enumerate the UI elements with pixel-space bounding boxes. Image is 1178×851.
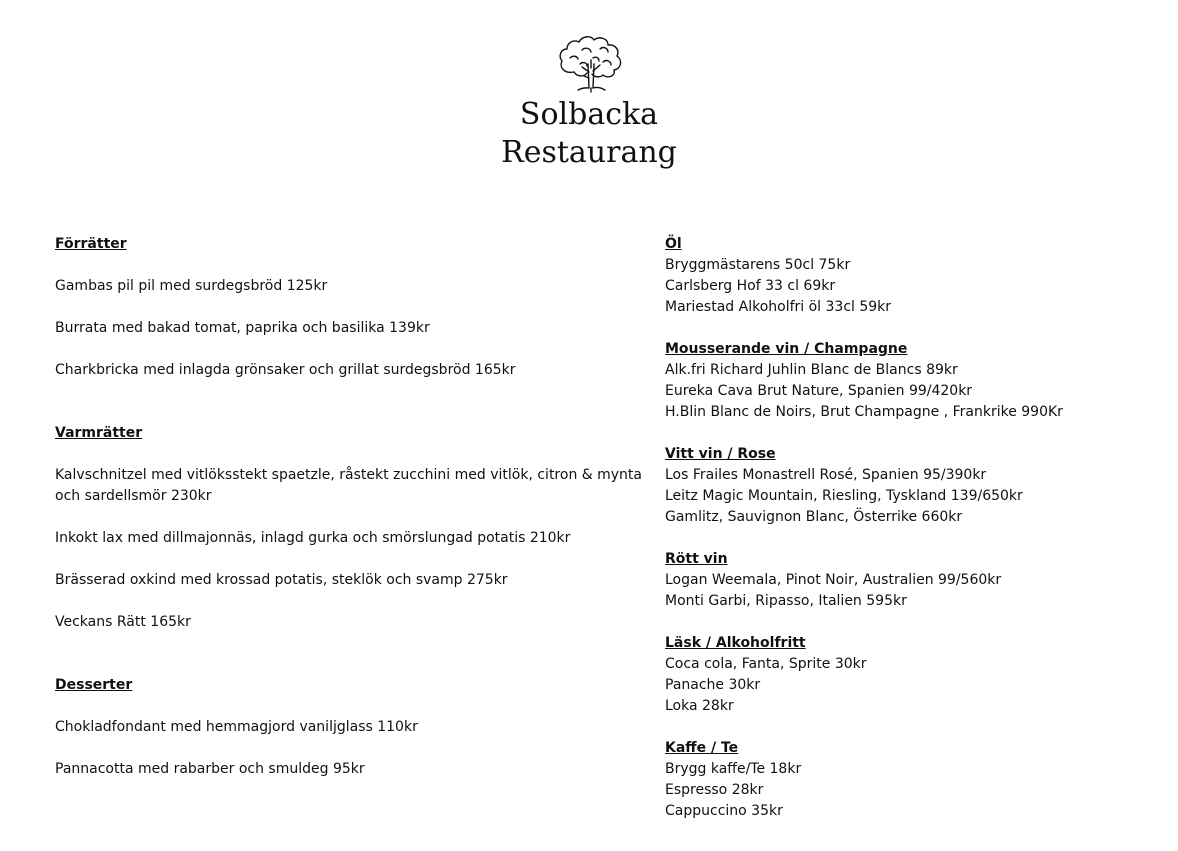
menu-item: Gamlitz, Sauvignon Blanc, Österrike 660kr [665, 509, 963, 525]
food-menu [55, 234, 650, 780]
menu-item: Chokladfondant med hemmagjord vaniljglass 110kr [55, 719, 418, 735]
section-heading-sparkling: Mousserande vin / Champagne [665, 341, 908, 357]
menu-item: Bryggmästarens 50cl 75kr [665, 257, 851, 273]
section-heading-coffee: Kaffe / Te [665, 740, 739, 756]
section-heading-starters: Förrätter [55, 236, 127, 252]
menu-item: Veckans Rätt 165kr [55, 614, 191, 630]
menu-item: Pannacotta med rabarber och smuldeg 95kr [55, 761, 365, 777]
menu-item: Panache 30kr [665, 677, 761, 693]
section-heading-beer: Öl [665, 236, 682, 252]
menu-item: Brässerad oxkind med krossad potatis, steklök och svamp 275kr [55, 572, 508, 588]
section-heading-mains: Varmrätter [55, 425, 143, 441]
section-heading-soft-drinks: Läsk / Alkoholfritt [665, 635, 806, 651]
menu-item: Logan Weemala, Pinot Noir, Australien 99/560kr [665, 572, 1002, 588]
section-heading-white-wine: Vitt vin / Rose [665, 446, 776, 462]
menu-item: Mariestad Alkoholfri öl 33cl 59kr [665, 299, 892, 315]
menu-item: Leitz Magic Mountain, Riesling, Tyskland 139/650kr [665, 488, 1023, 504]
menu-item: Cappuccino 35kr [665, 803, 783, 819]
restaurant-name: Solbacka [519, 97, 659, 132]
menu-item: Charkbricka med inlagda grönsaker och grillat surdegsbröd 165kr [55, 362, 516, 378]
menu-item: H.Blin Blanc de Noirs, Brut Champagne , Frankrike 990Kr [665, 404, 1063, 420]
menu-item: Brygg kaffe/Te 18kr [665, 761, 802, 777]
tree-icon [556, 34, 626, 96]
menu-item: Burrata med bakad tomat, paprika och basilika 139kr [55, 320, 430, 336]
menu-item: Espresso 28kr [665, 782, 764, 798]
drinks-menu [665, 234, 1165, 822]
menu-item: Eureka Cava Brut Nature, Spanien 99/420kr [665, 383, 973, 399]
menu-item: Los Frailes Monastrell Rosé, Spanien 95/390kr [665, 467, 987, 483]
section-heading-desserts: Desserter [55, 677, 133, 693]
menu-item: Gambas pil pil med surdegsbröd 125kr [55, 278, 328, 294]
menu-item: Coca cola, Fanta, Sprite 30kr [665, 656, 867, 672]
restaurant-subtitle: Restaurang [501, 135, 677, 170]
menu-item: Monti Garbi, Ripasso, Italien 595kr [665, 593, 907, 609]
section-heading-red-wine: Rött vin [665, 551, 728, 567]
menu-item: Alk.fri Richard Juhlin Blanc de Blancs 89kr [665, 362, 958, 378]
menu-item: Inkokt lax med dillmajonnäs, inlagd gurka och smörslungad potatis 210kr [55, 530, 571, 546]
menu-item: Loka 28kr [665, 698, 734, 714]
menu-item: Carlsberg Hof 33 cl 69kr [665, 278, 836, 294]
menu-item: Kalvschnitzel med vitlöksstekt spaetzle, råstekt zucchini med vitlök, citron & mynta och sardellsmör 230kr [55, 467, 643, 504]
